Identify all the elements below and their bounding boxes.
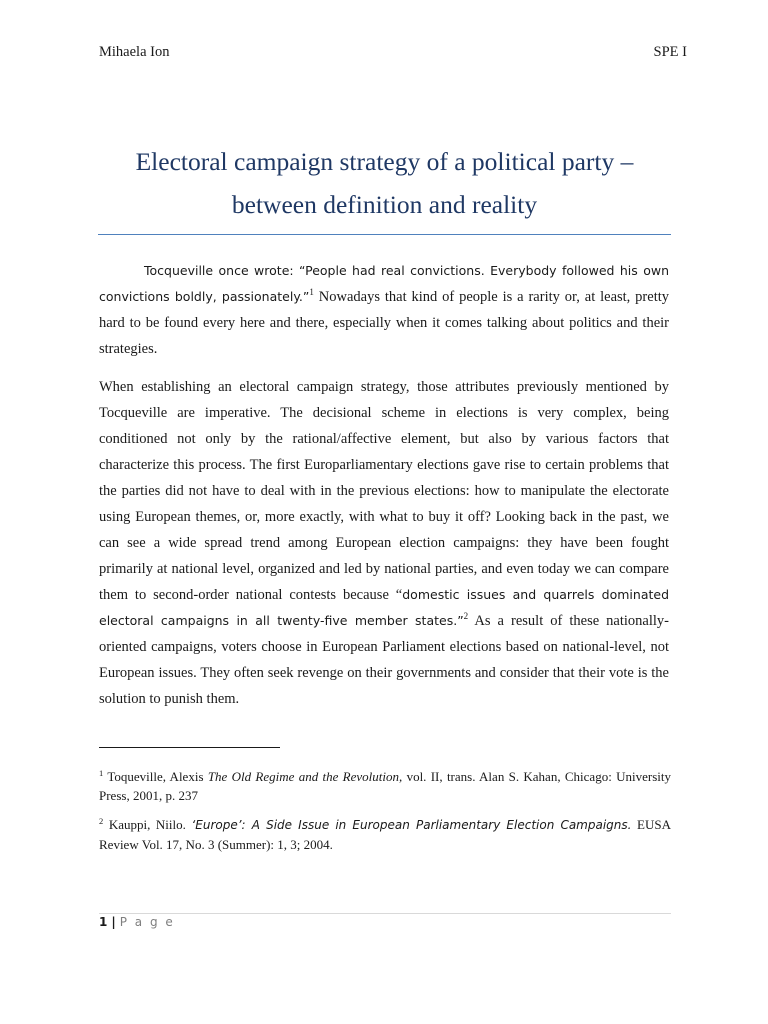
paragraph-intro (99, 258, 669, 362)
page-footer (99, 915, 175, 929)
title-line-2: between definition and reality (231, 190, 538, 219)
kauppi-quote: domestic issues and quarrels dominated electoral campaigns in all twenty-five member states.” (99, 587, 670, 628)
paragraph-strategy (99, 374, 669, 712)
footnote-text: Toqueville, Alexis (103, 769, 208, 784)
footnote-text: EUSA Review Vol. 17, No. 3 (Summer): 1, 3; 2004. (99, 817, 672, 852)
tocqueville-quote: Tocqueville once wrote: “People had real convictions. Everybody followed his own convictions boldly, passionately.” (99, 263, 669, 304)
footnote-title: ‘Europe’: A Side Issue in European Parliamentary Election Campaigns. (191, 818, 632, 832)
title-divider (98, 234, 671, 235)
footnote-number: 2 (99, 816, 104, 826)
page-separator: | (111, 915, 118, 929)
footnote-text: vol. II, trans. Alan S. Kahan, Chicago: University Press, 2001, p. 237 (99, 769, 671, 803)
footnote-title: The Old Regime and the Revolution, (207, 769, 403, 784)
footnote-text: Kauppi, Niilo. (103, 817, 192, 832)
document-title (99, 140, 670, 226)
footnote-2 (99, 815, 671, 854)
footnote-number: 1 (99, 768, 104, 778)
header-course: SPE I (653, 44, 687, 60)
page-label: P a g e (119, 915, 175, 929)
paragraph-strategy-text-2: As a result of these nationally-oriented campaigns, voters choose in European Parliament elections based on national-level, not European issues. They often seek revenge on their governments and consider that their vote is the solution to punish them. (99, 613, 669, 707)
title-line-1: Electoral campaign strategy of a political party – (135, 147, 634, 176)
page-number: 1 (99, 915, 108, 929)
footnote-ref-2[interactable]: 2 (463, 611, 469, 621)
footer-divider (99, 913, 671, 914)
footnote-ref-1[interactable]: 1 (309, 287, 314, 297)
footnote-separator (99, 747, 280, 748)
paragraph-strategy-text-1: When establishing an electoral campaign strategy, those attributes previously mentioned by Tocqueville are imperative. The decisional scheme in elections is very complex, being conditioned not only by the rational/affective element, but also by various factors that characterize this process. The first Europarliamentary elections gave rise to certain problems that the parties did not have to deal with in the previous elections: how to manipulate the electorate using European themes, or, more exactly, with what to buy it off? Looking back in the past, we can see a wide spread trend among European election campaigns: they have been fought primarily at national level, organized and led by national parties, and even today we can compare them to second-order national contests because “ (99, 379, 669, 603)
paragraph-intro-text: Nowadays that kind of people is a rarity or, at least, pretty hard to be found every here and there, especially when it comes talking about politics and their strategies. (99, 289, 670, 357)
footnote-1 (99, 767, 671, 805)
header-author: Mihaela Ion (99, 44, 170, 60)
